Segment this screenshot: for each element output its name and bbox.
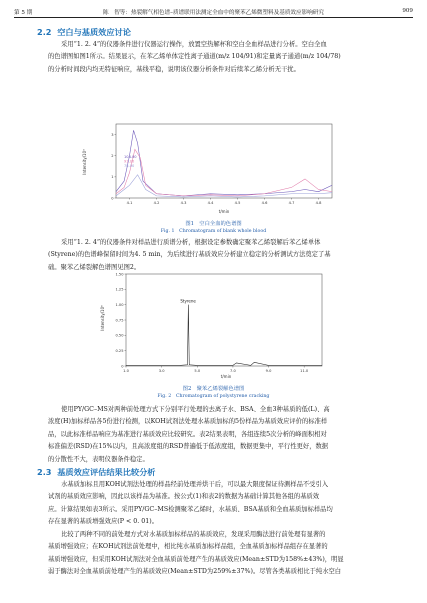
- paragraph-line: 使用PY/GC–MS对两种前处理方式下分别平行处理的去离子水、BSA、全血3种基质的低(L)、高: [61, 406, 330, 413]
- figure-2-chart: [98, 270, 338, 380]
- paragraph-line: 采用“1. 2. 4”的仪器条件进行仪器运行操作，放置空热解杯和空白全血样品进行分析。空白全血: [61, 41, 327, 48]
- figure-2-y-ticks: [115, 272, 126, 368]
- figure-1-caption-cn: 图1 空白全血的色谱图: [185, 221, 242, 227]
- paragraph-line: 础。聚苯乙烯裂解色谱图见图2。: [48, 263, 141, 271]
- y-tick-label: 1.00: [115, 302, 124, 307]
- paragraph-4: [48, 479, 382, 529]
- paragraph-line: 品，以此标准样品响应为基准进行基质效应比较研究。表2结果表明，各组连续5次分析的峰面积相对: [48, 430, 327, 438]
- x-tick-label: 4.4: [207, 201, 214, 205]
- paragraph-line: 的分析时间段内均无特征响应，基线平稳，说明该仪器分析条件对后续苯乙烯分析无干扰。: [48, 65, 300, 73]
- y-tick-label: 3: [111, 132, 114, 137]
- x-tick-label: 4.1: [126, 201, 133, 205]
- paragraph-line: 应。计算结果如表3所示。采用PY/GC–MS检测聚苯乙烯时，水基质、BSA基质和全血基质加标样品均: [48, 505, 333, 513]
- x-tick-label: 1.0: [123, 369, 129, 373]
- paragraph-line: 存在显著的基质增强效应(P < 0. 01)。: [48, 518, 159, 526]
- paragraph-line: 的分散性不大，表明仪器条件稳定。: [48, 455, 149, 463]
- paragraph-line: 水基质加标且用KOH试剂法处理的样品经前处理并烘干后，可以最大限度保证待测样品不受引入: [61, 481, 329, 488]
- legend-entry-78: 78.00: [124, 164, 135, 168]
- figure-1-legend: [124, 155, 137, 168]
- paragraph-3: [48, 404, 382, 466]
- figure-1-caption-en: Fig. 1 Chromatogram of blank whole blood: [160, 229, 267, 234]
- paragraph-line: 比较了两种不同的前处理方式对水基质加标样品的基质效应，发现采用酶法进行前处理有显著的: [61, 531, 326, 538]
- figure-1-ylabel: Intensity/10³: [82, 149, 87, 175]
- series-line-1: [116, 149, 332, 196]
- header-rule: [14, 17, 413, 18]
- running-header: [14, 6, 413, 17]
- x-tick-label: 4.6: [261, 201, 268, 205]
- figure-2-ylabel: Intensity/10⁶: [100, 305, 105, 331]
- paragraph-line: 试剂的基质效应影响，因此以该样品为基准。按公式(1)和表2的数据为基础计算其他各组的基质效: [48, 493, 320, 501]
- figure-2-xlabel: t/min: [220, 374, 232, 379]
- x-tick-label: 4.8: [315, 201, 322, 205]
- running-title: 陈 智等：热裂解气相色谱–质谱联用法测定全血中的聚苯乙烯微塑料及基质效应影响研究: [103, 10, 324, 16]
- y-tick-label: 0: [111, 196, 114, 201]
- figure-2-x-ticks: [123, 366, 309, 373]
- y-tick-label: 1.50: [115, 272, 124, 277]
- y-tick-label: 1.25: [115, 287, 124, 292]
- y-tick-label: 0.50: [115, 333, 124, 338]
- y-tick-label: 0.75: [115, 318, 124, 323]
- figure-1-xlabel: t/min: [218, 209, 230, 214]
- paragraph-line: 的色谱图如图1所示。结果显示，在苯乙烯单体定性离子通道(m/z 104/91)和定量离子通道(m/z 104/78): [48, 53, 341, 61]
- figure-1-series: [116, 130, 332, 197]
- y-tick-label: 1: [111, 175, 114, 180]
- x-tick-label: 5.0: [194, 369, 201, 373]
- figure-1-y-ticks: [111, 133, 116, 200]
- figure-2-series: [126, 305, 322, 366]
- legend-entry-104: 104.00: [124, 155, 137, 159]
- series-line-0: [116, 130, 332, 196]
- x-tick-label: 4.3: [180, 201, 187, 205]
- y-tick-label: 0: [121, 364, 124, 369]
- paragraph-line: 基质增强效应；在KOH试剂法前处理中，相比纯水基质加标样品组，全血基质加标样品组存在显著的: [48, 543, 328, 551]
- styrene-peak-label: Styrene: [180, 298, 196, 304]
- paragraph-line: 基质增强效应，但采用KOH试剂法对全血基质前处理产生的基质效应(Mean±STD为158%±43%)，明显: [48, 555, 344, 563]
- x-tick-label: 4.5: [234, 201, 241, 205]
- figure-2-caption-cn: 图2 聚苯乙烯裂解色谱图: [182, 386, 245, 392]
- page-number: 909: [402, 8, 413, 14]
- figure-1-frame: [116, 124, 332, 198]
- section-heading-2-2: 2.2 空白与基质效应讨论: [37, 27, 131, 37]
- paragraph-5: [48, 529, 382, 579]
- x-tick-label: 4.2: [153, 201, 160, 205]
- paragraph-line: 标准偏差(RSD)在15%以内，且高浓度组的RSD普遍低于低浓度组，数据更集中，平行性更好，数据: [48, 443, 329, 451]
- y-tick-label: 2: [111, 154, 114, 159]
- x-tick-label: 11.0: [300, 369, 309, 373]
- figure-2-frame: [126, 274, 322, 366]
- x-tick-label: 4.7: [288, 201, 295, 205]
- figure-1-chart: [80, 116, 348, 216]
- y-tick-label: 0.25: [115, 348, 124, 353]
- x-tick-label: 9.0: [265, 369, 272, 373]
- paragraph-line: 浓度(H)加标样品各5份进行检测，以KOH试剂法处理水基质加标的5份样品为基质效应评价的标准样: [48, 418, 328, 426]
- x-tick-label: 7.0: [230, 369, 236, 373]
- x-tick-label: 3.0: [158, 369, 165, 373]
- paragraph-line: (Styrene)的色谱峰保留时间为4. 5 min，为后续进行基质效应分析建立稳定的分析测试方法奠定了基: [48, 251, 331, 259]
- figure-2-caption-en: Fig. 2 Chromatogram of polystyrene cracking: [157, 394, 270, 399]
- paragraph-line: 采用“1. 2. 4”的仪器条件对样品进行质谱分析，根据设定参数确定聚苯乙烯裂解后苯乙烯单体: [61, 239, 321, 246]
- section-heading-2-3: 2.3 基质效应评估结果比较分析: [37, 467, 156, 477]
- issue-number: 第 5 期: [14, 10, 33, 16]
- paragraph-line: 弱于酶法对全血基质前处理产生的基质效应(Mean±STD为259%±37%)。尽管各类基质相比于纯水空白: [48, 568, 342, 576]
- figure-1-x-ticks: [127, 198, 322, 205]
- legend-entry-91: 91.00: [124, 159, 135, 164]
- paragraph-1: [48, 39, 382, 76]
- series-line-0: [126, 305, 322, 366]
